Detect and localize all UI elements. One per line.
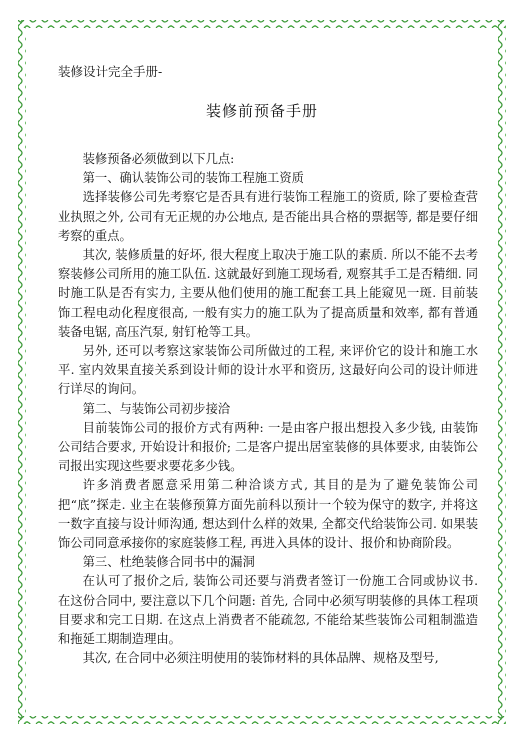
body-paragraph: 其次, 在合同中必须注明使用的装饰材料的具体品牌、规格及型号, xyxy=(82,651,439,666)
body-paragraph: 在认可了报价之后, 装饰公司还要与消费者签订一份施工合同或协议书. 在这份合同中, 要注意以下几个问题: 首先, 合同中必须写明装修的具体工程项目要求和完工日期. 在这点上消费者不能疏忽, 不能给某些装饰公司粗制滥造和拖延工期制造理由。 xyxy=(58,574,478,647)
section-heading: 第三、杜绝装修合同书中的漏洞 xyxy=(82,555,255,570)
section-heading: 第一、确认装饰公司的装饰工程施工资质 xyxy=(82,171,304,186)
document-body xyxy=(58,150,478,668)
body-paragraph: 另外, 还可以考察这家装饰公司所做过的工程, 来评价它的设计和施工水平. 室内效果直接关系到设计师的设计水平和资历, 这最好向公司的设计师进行详尽的询问。 xyxy=(58,344,478,397)
intro-paragraph: 装修预备必须做到以下几点: xyxy=(82,152,235,166)
body-paragraph: 选择装修公司先考察它是否具有进行装饰工程施工的资质, 除了要检查营业执照之外, 公司有无正规的办公地点, 是否能出具合格的票据等, 都是要仔细考察的重点。 xyxy=(58,190,478,243)
document-title: 装修前预备手册 xyxy=(205,102,318,120)
body-paragraph: 其次, 装修质量的好坏, 很大程度上取决于施工队的素质. 所以不能不去考察装修公司所用的施工队伍. 这就最好到施工现场看, 观察其手工是否精细. 同时施工队是否有实力, 主要从他们使用的施工配套工具上能窥见一斑. 目前装饰工程电动化程度很高, 一般有实力的施工队为了提高质量和效率, 都有普通装备电锯, 高压汽泵, 射钉枪等工具。 xyxy=(58,248,478,339)
body-paragraph: 许多消费者愿意采用第二种洽谈方式, 其目的是为了避免装饰公司把“底”探走. 业主在装修预算方面先前科以预计一个较为保守的数字, 并将这一数字直接与设计师沟通, 想达到什么样的效果, 全都交代给装饰公司. 如果装饰公司同意承接你的家庭装修工程, 再进入具体的设计、报价和协商阶段。 xyxy=(58,478,478,551)
document-header: 装修设计完全手册- xyxy=(58,64,163,79)
section-heading: 第二、与装饰公司初步接洽 xyxy=(82,401,231,416)
body-paragraph: 目前装饰公司的报价方式有两种: 一是由客户报出想投入多少钱, 由装饰公司结合要求, 开始设计和报价; 二是客户提出居室装修的具体要求, 由装饰公司报出实现这些要求要花多少钱。 xyxy=(58,420,478,474)
